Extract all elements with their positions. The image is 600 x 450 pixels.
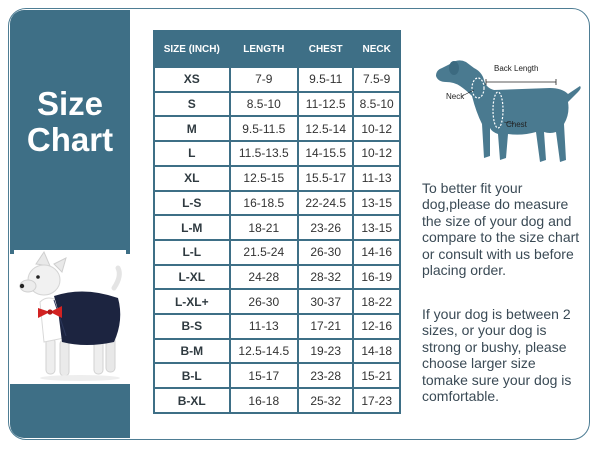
- title-line-1: Size: [36, 85, 104, 122]
- neck-cell: 7.5-9: [354, 68, 399, 91]
- size-cell: B-M: [155, 340, 229, 363]
- table-row: [155, 315, 399, 338]
- size-cell: L-XL: [155, 266, 229, 289]
- length-cell: 7-9: [231, 68, 297, 91]
- chest-cell: 25-32: [299, 389, 352, 412]
- size-cell: L-XL+: [155, 290, 229, 313]
- size-cell: M: [155, 117, 229, 140]
- header-length: LENGTH: [231, 32, 297, 66]
- neck-cell: 15-21: [354, 364, 399, 387]
- chest-cell: 26-30: [299, 241, 352, 264]
- chest-label: Chest: [506, 120, 527, 129]
- chest-cell: 12.5-14: [299, 117, 352, 140]
- neck-cell: 13-15: [354, 192, 399, 215]
- length-cell: 9.5-11.5: [231, 117, 297, 140]
- chest-cell: 30-37: [299, 290, 352, 313]
- title-line-2: Chart: [26, 121, 114, 158]
- neck-cell: 12-16: [354, 315, 399, 338]
- length-cell: 18-21: [231, 216, 297, 239]
- neck-cell: 16-19: [354, 266, 399, 289]
- table-row: [155, 364, 399, 387]
- neck-cell: 11-13: [354, 167, 399, 190]
- size-table: [153, 30, 401, 414]
- size-cell: XL: [155, 167, 229, 190]
- length-cell: 12.5-14.5: [231, 340, 297, 363]
- dog-in-tuxedo-photo: [14, 250, 126, 384]
- length-cell: 15-17: [231, 364, 297, 387]
- size-cell: L: [155, 142, 229, 165]
- table-row: [155, 167, 399, 190]
- neck-cell: 18-22: [354, 290, 399, 313]
- table-row: [155, 117, 399, 140]
- length-cell: 26-30: [231, 290, 297, 313]
- neck-cell: 8.5-10: [354, 93, 399, 116]
- chest-cell: 11-12.5: [299, 93, 352, 116]
- table-row: [155, 340, 399, 363]
- back-length-label: Back Length: [494, 64, 539, 73]
- chest-cell: 9.5-11: [299, 68, 352, 91]
- sizing-advice: If your dog is between 2 sizes, or your dog is strong or bushy, please choose larger size tomake sure your dog is comfortable.: [422, 306, 572, 405]
- table-row: [155, 68, 399, 91]
- size-chart-title: [10, 86, 130, 158]
- length-cell: 24-28: [231, 266, 297, 289]
- chest-cell: 22-24.5: [299, 192, 352, 215]
- header-size: SIZE (INCH): [155, 32, 229, 66]
- length-cell: 8.5-10: [231, 93, 297, 116]
- size-cell: XS: [155, 68, 229, 91]
- table-row: [155, 290, 399, 313]
- measure-instructions: To better fit your dog,please do measure the size of your dog and compare to the size chart or consult with us before placing order.: [422, 180, 580, 279]
- neck-cell: 17-23: [354, 389, 399, 412]
- chest-cell: 23-26: [299, 216, 352, 239]
- chest-cell: 23-28: [299, 364, 352, 387]
- size-cell: L-L: [155, 241, 229, 264]
- size-cell: L-M: [155, 216, 229, 239]
- table-row: [155, 216, 399, 239]
- table-row: [155, 266, 399, 289]
- chest-cell: 19-23: [299, 340, 352, 363]
- table-row: [155, 389, 399, 412]
- chest-cell: 17-21: [299, 315, 352, 338]
- neck-cell: 13-15: [354, 216, 399, 239]
- size-cell: B-L: [155, 364, 229, 387]
- length-cell: 16-18.5: [231, 192, 297, 215]
- size-cell: L-S: [155, 192, 229, 215]
- length-cell: 11-13: [231, 315, 297, 338]
- side-panel-bottom: [10, 384, 130, 438]
- table-row: [155, 241, 399, 264]
- header-chest: CHEST: [299, 32, 352, 66]
- table-row: [155, 93, 399, 116]
- length-cell: 12.5-15: [231, 167, 297, 190]
- header-neck: NECK: [354, 32, 399, 66]
- length-cell: 11.5-13.5: [231, 142, 297, 165]
- table-row: [155, 142, 399, 165]
- size-cell: S: [155, 93, 229, 116]
- length-cell: 16-18: [231, 389, 297, 412]
- length-cell: 21.5-24: [231, 241, 297, 264]
- chest-cell: 14-15.5: [299, 142, 352, 165]
- chest-cell: 15.5-17: [299, 167, 352, 190]
- size-cell: B-XL: [155, 389, 229, 412]
- size-cell: B-S: [155, 315, 229, 338]
- neck-cell: 10-12: [354, 142, 399, 165]
- chest-cell: 28-32: [299, 266, 352, 289]
- neck-cell: 14-16: [354, 241, 399, 264]
- neck-cell: 14-18: [354, 340, 399, 363]
- table-header-row: [155, 32, 399, 66]
- table-row: [155, 192, 399, 215]
- neck-label: Neck: [446, 92, 465, 101]
- neck-cell: 10-12: [354, 117, 399, 140]
